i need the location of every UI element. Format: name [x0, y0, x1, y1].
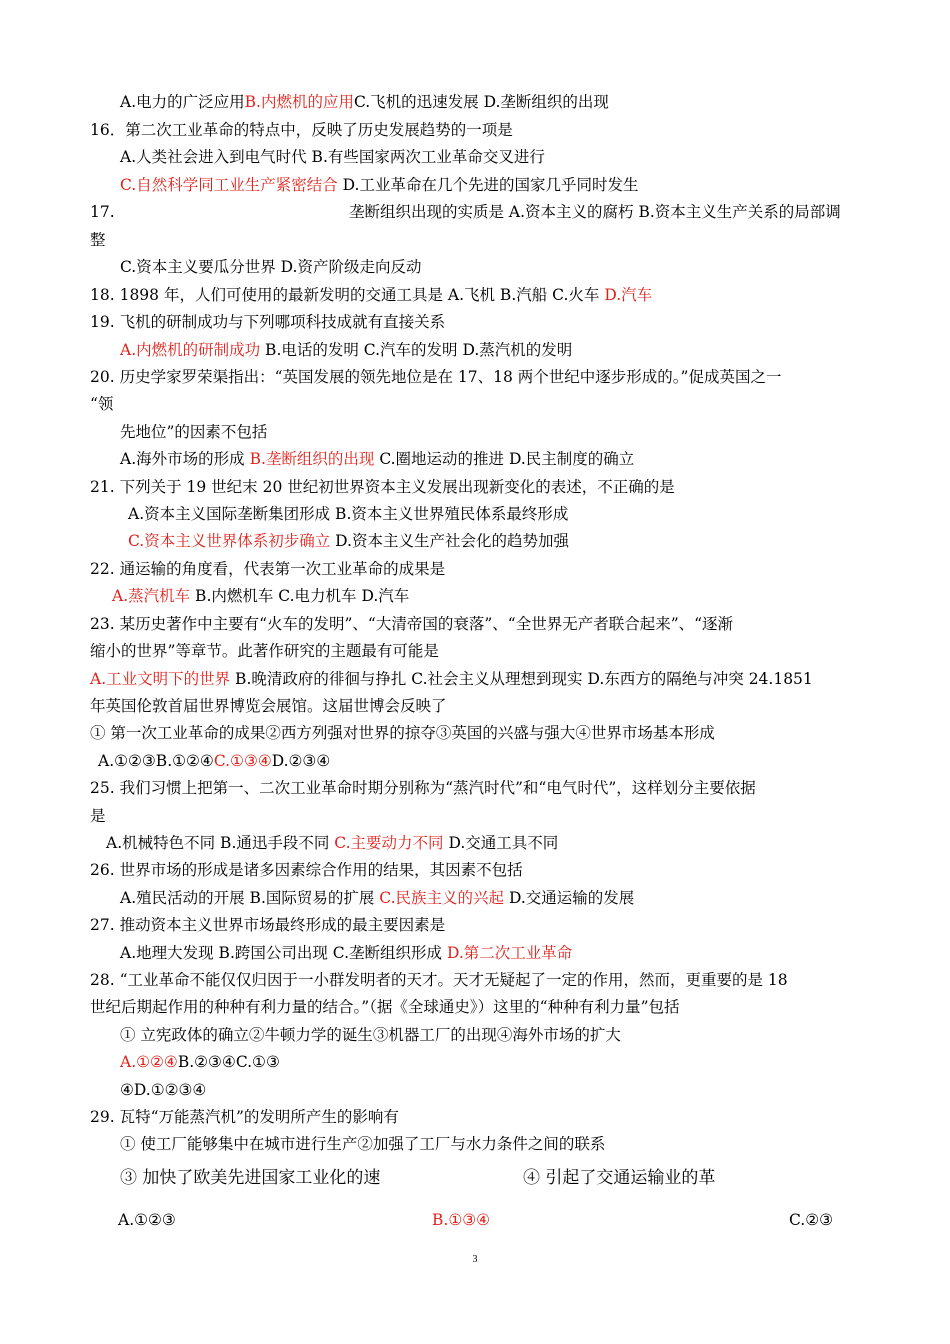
option-line: A.海外市场的形成 B.垄断组织的出现 C.圈地运动的推进 D.民主制度的确立: [120, 450, 635, 468]
question-22: 22. 通运输的角度看，代表第一次工业革命的成果是: [90, 560, 446, 578]
question-25: 25. 我们习惯上把第一、二次工业革命时期分别称为“蒸汽时代”和“电气时代”，这样划分主要依据: [90, 779, 756, 797]
question-20-cont: 先地位”的因素不包括: [120, 423, 268, 441]
answer-highlight: C.民族主义的兴起: [379, 889, 505, 907]
answer-highlight: C.①③④: [213, 752, 272, 770]
option-line: A.工业文明下的世界 B.晚清政府的徘徊与挣扎 C.社会主义从理想到现实 D.东西方的隔绝与冲突 24.1851: [90, 670, 813, 688]
option-c: C.②③: [789, 1211, 834, 1229]
question-25-wrap: 是: [90, 807, 106, 825]
option-line: A.人类社会进入到电气时代 B.有些国家两次工业革命交叉进行: [120, 148, 545, 166]
question-29: 29. 瓦特“万能蒸汽机”的发明所产生的影响有: [90, 1108, 399, 1126]
option-a: A.①②③: [118, 1211, 176, 1229]
answer-highlight: B.垄断组织的出现: [249, 450, 375, 468]
question-24: 年英国伦敦首届世界博览会展馆。这届世博会反映了: [90, 697, 447, 715]
question-27: 27. 推动资本主义世界市场最终形成的最主要因素是: [90, 916, 446, 934]
answer-highlight: C.自然科学同工业生产紧密结合: [120, 176, 338, 194]
option-line: A.电力的广泛应用B.内燃机的应用C.飞机的迅速发展 D.垄断组织的出现: [120, 93, 609, 111]
question-29-statement-3: ③ 加快了欧美先进国家工业化的速: [120, 1168, 381, 1188]
question-17-number: 17.: [90, 203, 115, 221]
question-20-wrap: “领: [90, 395, 114, 413]
page-number: 3: [472, 1254, 478, 1265]
answer-highlight: B.内燃机的应用: [244, 93, 354, 111]
option-line: A.资本主义国际垄断集团形成 B.资本主义世界殖民体系最终形成: [128, 505, 569, 523]
option-line: C.自然科学同工业生产紧密结合 D.工业革命在几个先进的国家几乎同时发生: [120, 176, 639, 194]
question-17: 垄断组织出现的实质是 A.资本主义的腐朽 B.资本主义生产关系的局部调: [349, 203, 841, 221]
answer-highlight: A.①②④: [120, 1053, 178, 1071]
question-28-statements: ① 立宪政体的确立②牛顿力学的诞生③机器工厂的出现④海外市场的扩大: [120, 1026, 621, 1044]
option-line: A.①②④B.②③④C.①③: [120, 1053, 280, 1071]
option-line: ④D.①②③④: [120, 1081, 207, 1099]
option-line: A.①②③B.①②④C.①③④D.②③④: [98, 752, 331, 770]
answer-highlight: D.汽车: [604, 286, 653, 304]
question-17-wrap: 整: [90, 231, 106, 249]
option-line: C.资本主义世界体系初步确立 D.资本主义生产社会化的趋势加强: [128, 532, 569, 550]
question-26: 26. 世界市场的形成是诸多因素综合作用的结果，其因素不包括: [90, 861, 523, 879]
option-line: A.机械特色不同 B.通迅手段不同 C.主要动力不同 D.交通工具不同: [106, 834, 559, 852]
question-23: 23. 某历史著作中主要有“火车的发明”、“大清帝国的衰落”、“全世界无产者联合起来”、“逐渐: [90, 615, 734, 633]
question-29-statement-4: ④ 引起了交通运输业的革: [523, 1168, 716, 1188]
question-28-wrap: 世纪后期起作用的种种有利力量的结合。”（据《全球通史》）这里的“种种有利力量”包括: [90, 998, 680, 1016]
question-16: 16．第二次工业革命的特点中，反映了历史发展趋势的一项是: [90, 121, 513, 139]
option-b-answer: B.①③④: [432, 1211, 491, 1229]
question-19: 19. 飞机的研制成功与下列哪项科技成就有直接关系: [90, 313, 446, 331]
question-21: 21. 下列关于 19 世纪末 20 世纪初世界资本主义发展出现新变化的表述，不正确的是: [90, 478, 675, 496]
question-28: 28. “工业革命不能仅仅归因于一小群发明者的天才。天才无疑起了一定的作用，然而，更重要的是 18: [90, 971, 788, 989]
option-line: C.资本主义要瓜分世界 D.资产阶级走向反动: [120, 258, 422, 276]
answer-highlight: A.内燃机的研制成功: [120, 341, 261, 359]
answer-highlight: C.资本主义世界体系初步确立: [128, 532, 331, 550]
option-line: A.内燃机的研制成功 B.电话的发明 C.汽车的发明 D.蒸汽机的发明: [120, 341, 573, 359]
question-23-wrap: 缩小的世界”等章节。此著作研究的主题最有可能是: [90, 642, 439, 660]
answer-highlight: D.第二次工业革命: [446, 944, 573, 962]
answer-highlight: A.蒸汽机车: [112, 587, 191, 605]
option-line: A.地理大发现 B.跨国公司出现 C.垄断组织形成 D.第二次工业革命: [120, 944, 573, 962]
option-line: A.殖民活动的开展 B.国际贸易的扩展 C.民族主义的兴起 D.交通运输的发展: [120, 889, 635, 907]
question-29-statements: ① 使工厂能够集中在城市进行生产②加强了工厂与水力条件之间的联系: [120, 1135, 606, 1153]
question-18: 18. 1898 年，人们可使用的最新发明的交通工具是 A.飞机 B.汽船 C.火车 D.汽车: [90, 286, 653, 304]
option-line: A.蒸汽机车 B.内燃机车 C.电力机车 D.汽车: [112, 587, 410, 605]
question-24-statements: ① 第一次工业革命的成果②西方列强对世界的掠夺③英国的兴盛与强大④世界市场基本形成: [90, 724, 715, 742]
question-20: 20. 历史学家罗荣渠指出：“英国发展的领先地位是在 17、18 两个世纪中逐步形成的。”促成英国之一: [90, 368, 782, 386]
answer-highlight: C.主要动力不同: [334, 834, 444, 852]
answer-highlight: A.工业文明下的世界: [90, 670, 231, 688]
